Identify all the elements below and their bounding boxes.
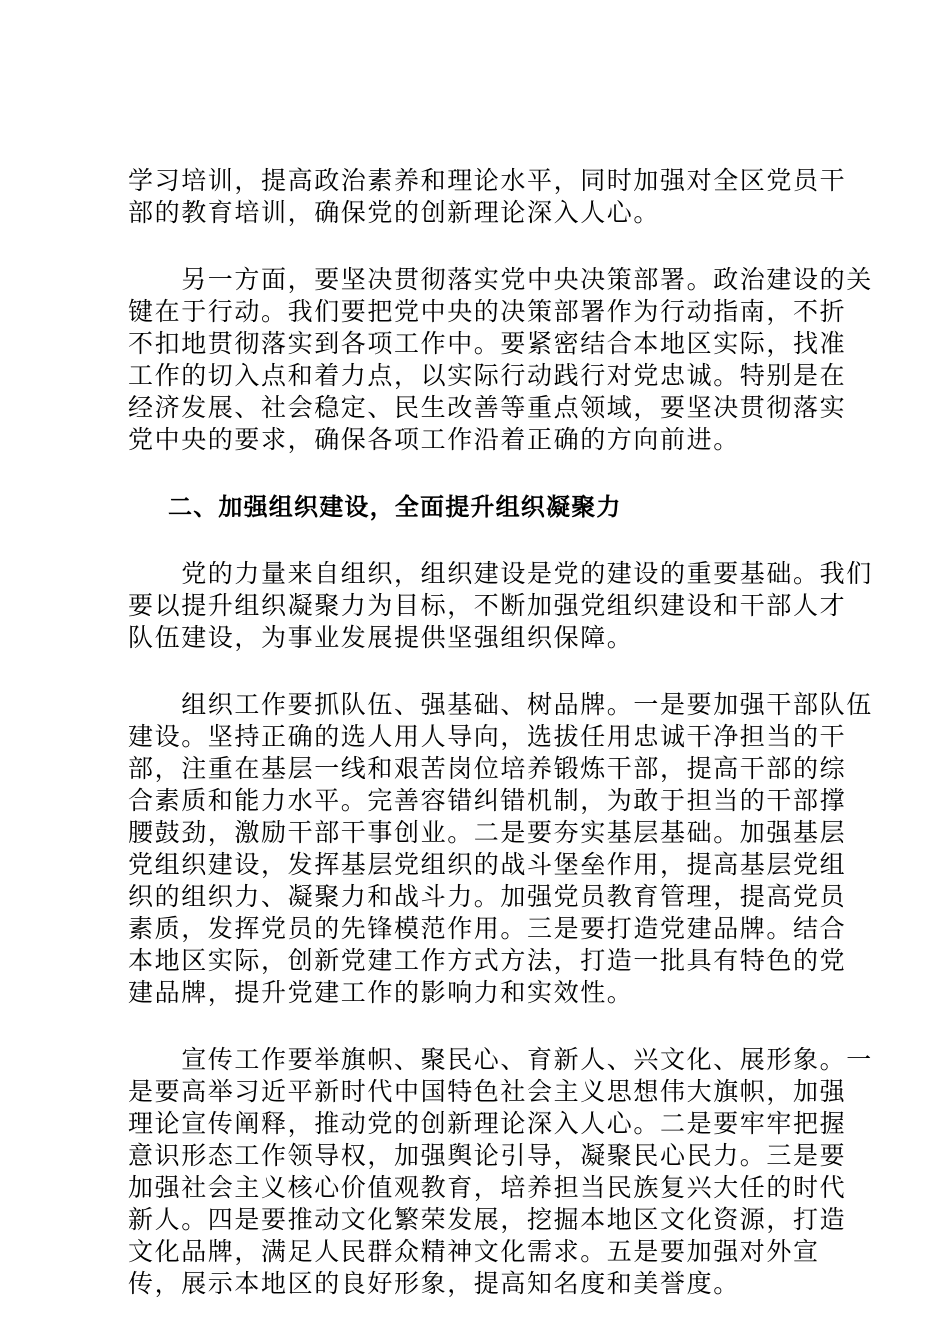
text-line: 键在于行动。我们要把党中央的决策部署作为行动指南，不折: [128, 297, 847, 326]
text-line: 意识形态工作领导权，加强舆论引导，凝聚民心民力。三是要: [128, 1141, 847, 1170]
text-line: 素质，发挥党员的先锋模范作用。三是要打造党建品牌。结合: [128, 914, 847, 943]
text-line: 传，展示本地区的良好形象，提高知名度和美誉度。: [128, 1269, 740, 1298]
text-line: 部，注重在基层一线和艰苦岗位培养锻炼干部，提高干部的综: [128, 754, 847, 783]
text-line: 部的教育培训，确保党的创新理论深入人心。: [128, 198, 661, 227]
paragraph-study-training: [128, 165, 847, 229]
text-line: 队伍建设，为事业发展提供坚强组织保障。: [128, 623, 634, 652]
section-heading-organization: 二、加强组织建设，全面提升组织凝聚力: [168, 493, 622, 521]
text-line: 本地区实际，创新党建工作方式方法，打造一批具有特色的党: [128, 946, 847, 975]
paragraph-implement-decisions: [128, 264, 873, 456]
text-line: 要以提升组织凝聚力为目标，不断加强党组织建设和干部人才: [128, 591, 847, 620]
paragraph-publicity-work: [128, 1044, 873, 1300]
document-body: [128, 165, 873, 1335]
text-line: 建设。坚持正确的选人用人导向，选拔任用忠诚干净担当的干: [128, 722, 847, 751]
text-line: 党的力量来自组织，组织建设是党的建设的重要基础。我们: [128, 559, 873, 588]
text-line: 组织工作要抓队伍、强基础、树品牌。一是要加强干部队伍: [128, 690, 873, 719]
text-line: 腰鼓劲，激励干部干事创业。二是要夯实基层基础。加强基层: [128, 818, 847, 847]
text-line: 经济发展、社会稳定、民生改善等重点领域，要坚决贯彻落实: [128, 393, 847, 422]
text-line: 合素质和能力水平。完善容错纠错机制，为敢于担当的干部撑: [128, 786, 847, 815]
text-line: 宣传工作要举旗帜、聚民心、育新人、兴文化、展形象。一: [128, 1045, 873, 1074]
text-line: 理论宣传阐释，推动党的创新理论深入人心。二是要牢牢把握: [128, 1109, 847, 1138]
paragraph-organization-work: [128, 689, 873, 1009]
text-line: 新人。四是要推动文化繁荣发展，挖掘本地区文化资源，打造: [128, 1205, 847, 1234]
text-line: 另一方面，要坚决贯彻落实党中央决策部署。政治建设的关: [128, 265, 873, 294]
text-line: 不扣地贯彻落实到各项工作中。要紧密结合本地区实际，找准: [128, 329, 847, 358]
text-line: 织的组织力、凝聚力和战斗力。加强党员教育管理，提高党员: [128, 882, 847, 911]
text-line: 党中央的要求，确保各项工作沿着正确的方向前进。: [128, 425, 740, 454]
text-line: 是要高举习近平新时代中国特色社会主义思想伟大旗帜，加强: [128, 1077, 847, 1106]
text-line: 建品牌，提升党建工作的影响力和实效性。: [128, 978, 634, 1007]
paragraph-organization-intro: [128, 558, 873, 654]
text-line: 工作的切入点和着力点，以实际行动践行对党忠诚。特别是在: [128, 361, 847, 390]
text-line: 党组织建设，发挥基层党组织的战斗堡垒作用，提高基层党组: [128, 850, 847, 879]
text-line: 学习培训，提高政治素养和理论水平，同时加强对全区党员干: [128, 166, 847, 195]
text-line: 文化品牌，满足人民群众精神文化需求。五是要加强对外宣: [128, 1237, 820, 1266]
text-line: 加强社会主义核心价值观教育，培养担当民族复兴大任的时代: [128, 1173, 847, 1202]
